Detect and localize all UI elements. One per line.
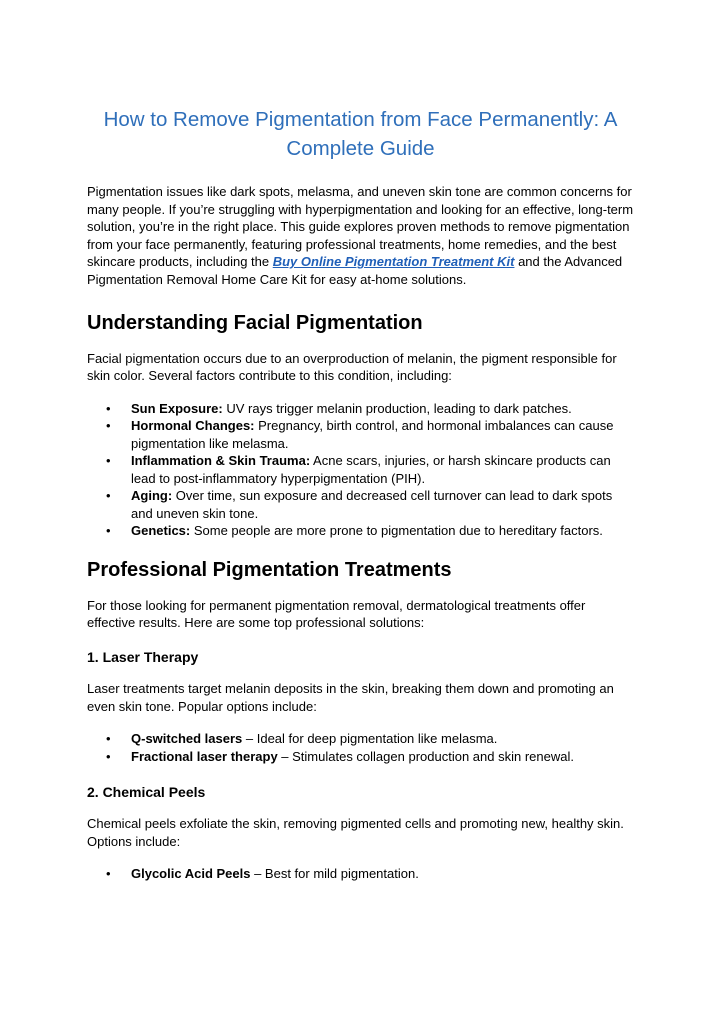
laser-options-list: [87, 730, 634, 765]
intro-text-after: and the Advanced Pigmentation Removal Home Care Kit for easy at-home solutions.: [87, 254, 623, 287]
item-term: Glycolic Acid Peels: [131, 866, 251, 882]
item-desc: – Stimulates collagen production and skin renewal.: [277, 748, 574, 764]
item-term: Inflammation & Skin Trauma:: [131, 453, 311, 469]
section-heading-understanding: Understanding Facial Pigmentation: [87, 311, 423, 334]
item-term: Aging:: [131, 488, 173, 504]
item-term: Fractional laser therapy: [131, 748, 278, 764]
subheading-laser-therapy: 1. Laser Therapy: [87, 648, 199, 665]
list-item: [87, 730, 634, 748]
causes-list: [87, 400, 634, 540]
bullet-icon: •: [106, 418, 111, 434]
subheading-chemical-peels: 2. Chemical Peels: [87, 784, 206, 801]
list-item: [87, 400, 634, 418]
intro-paragraph: [87, 183, 634, 289]
laser-paragraph: Laser treatments target melanin deposits in the skin, breaking them down and promoting an even skin tone. Popular options include:: [87, 680, 614, 714]
section2-paragraph: For those looking for permanent pigmentation removal, dermatological treatments offer effective results. Here are some top professional solutions:: [87, 597, 586, 631]
item-desc: – Ideal for deep pigmentation like melasma.: [242, 731, 498, 747]
item-desc: – Best for mild pigmentation.: [250, 866, 419, 882]
item-term: Genetics:: [131, 523, 191, 539]
intro-text-before: Pigmentation issues like dark spots, melasma, and uneven skin tone are common concerns for many people. If you’re struggling with hyperpigmentation and looking for an effective, long-term solution, you’re in the right place. This guide explores proven methods to remove pigmentation from your face permanently, featuring professional treatments, home remedies, and the best skincare products, including the: [87, 184, 634, 270]
list-item: [87, 522, 634, 540]
peels-paragraph: Chemical peels exfoliate the skin, removing pigmented cells and promoting new, healthy skin. Options include:: [87, 816, 624, 849]
bullet-icon: •: [106, 400, 111, 416]
list-item: [87, 417, 634, 452]
item-term: Q-switched lasers: [131, 731, 243, 747]
buy-kit-link[interactable]: Buy Online Pigmentation Treatment Kit: [272, 254, 515, 270]
item-term: Sun Exposure:: [131, 400, 223, 416]
list-item: [87, 865, 634, 883]
item-desc: Acne scars, injuries, or harsh skincare products can lead to post-inflammatory hyperpigmentation (PIH).: [131, 453, 611, 486]
list-item: [87, 487, 634, 522]
bullet-icon: •: [106, 453, 111, 469]
peel-options-list: [87, 865, 634, 883]
bullet-icon: •: [106, 748, 111, 764]
list-item: [87, 748, 634, 766]
item-desc: Over time, sun exposure and decreased cell turnover can lead to dark spots and uneven skin tone.: [131, 488, 613, 521]
item-desc: UV rays trigger melanin production, leading to dark patches.: [222, 400, 572, 416]
item-desc: Pregnancy, birth control, and hormonal imbalances can cause pigmentation like melasma.: [131, 418, 614, 451]
bullet-icon: •: [106, 731, 111, 747]
bullet-icon: •: [106, 866, 111, 882]
item-term: Hormonal Changes:: [131, 418, 255, 434]
page-title: How to Remove Pigmentation from Face Permanently: A Complete Guide: [103, 108, 618, 160]
bullet-icon: •: [106, 523, 111, 539]
section-heading-professional: Professional Pigmentation Treatments: [87, 558, 452, 581]
item-desc: Some people are more prone to pigmentation due to hereditary factors.: [190, 523, 603, 539]
bullet-icon: •: [106, 488, 111, 504]
list-item: [87, 452, 634, 487]
section1-paragraph: Facial pigmentation occurs due to an overproduction of melanin, the pigment responsible for skin color. Several factors contribute to this condition, including:: [87, 350, 617, 384]
